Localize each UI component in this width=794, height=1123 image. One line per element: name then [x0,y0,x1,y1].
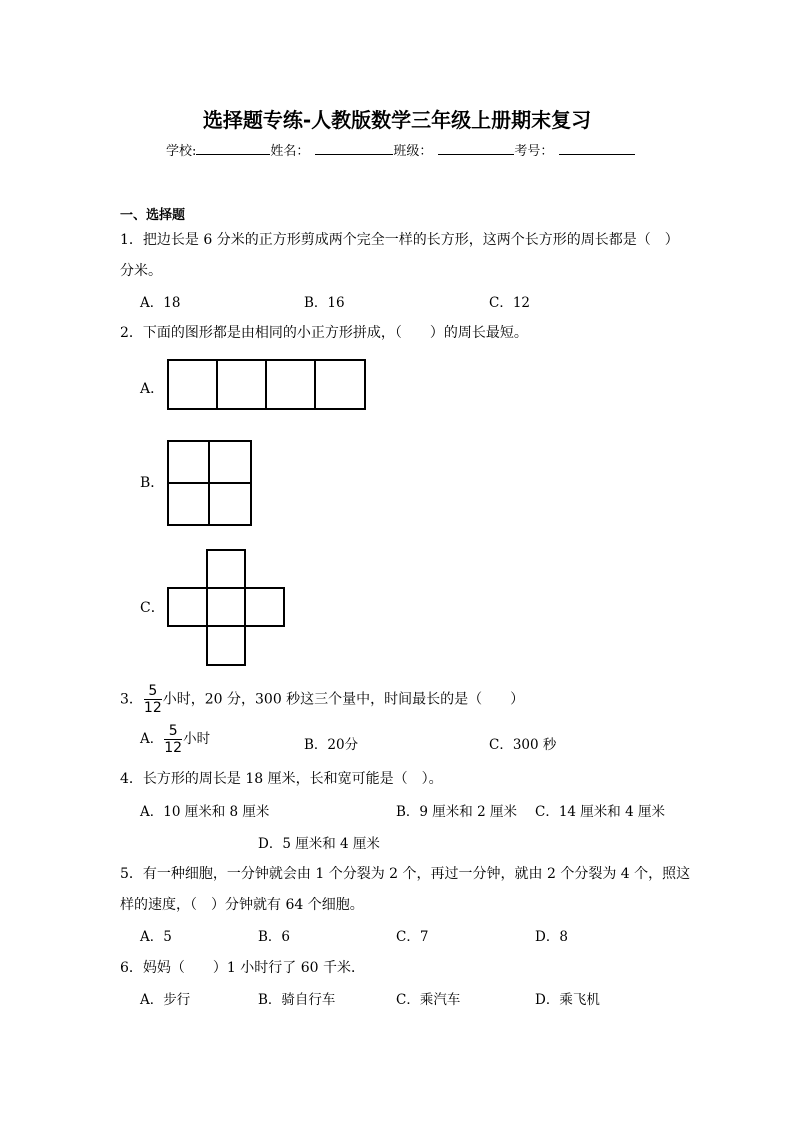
school-label: 学校: [166,144,197,159]
name-blank[interactable] [315,141,393,155]
fraction-numerator: 5 [144,683,162,700]
q2-option-a-label[interactable]: A． [140,381,165,397]
figure-a-square [216,359,267,410]
figure-c-square [167,587,208,627]
student-info-line [166,140,635,159]
fraction-five-twelfths [164,723,182,756]
q6-option-d[interactable]: D．乘飞机 [535,992,600,1008]
question-2: 2．下面的图形都是由相同的小正方形拼成，（ ）的周长最短。 [120,325,528,341]
question-6: 6．妈妈（ ）1 小时行了 60 千米． [120,960,365,976]
q5-option-d[interactable]: D．8 [535,929,568,945]
section-heading: 一、选择题 [120,208,186,223]
figure-c-square [244,587,285,627]
fraction-denominator: 12 [143,700,162,716]
question-4: 4．长方形的周长是 18 厘米，长和宽可能是（ ）。 [120,771,443,787]
page-title: 选择题专练-人教版数学三年级上册期末复习 [202,108,592,132]
name-label: 姓名： [270,144,310,159]
fraction-denominator: 12 [164,740,183,756]
question-3-text: 小时，20 分，300 秒这三个量中，时间最长的是（ ） [162,691,525,708]
q6-option-a[interactable]: A．步行 [140,992,191,1008]
q4-option-c[interactable]: C．14 厘米和 4 厘米 [535,804,665,820]
q6-option-b[interactable]: B．骑自行车 [258,992,336,1008]
figure-a-square [314,359,366,410]
exam-no-label: 考号： [514,144,554,159]
q3-option-c[interactable]: C．300 秒 [489,737,557,753]
question-1-line2: 分米。 [120,263,162,279]
fraction-numerator: 5 [164,723,182,740]
q3-option-a-prefix: A． [140,731,164,747]
question-1-line1: 1．把边长是 6 分米的正方形剪成两个完全一样的长方形，这两个长方形的周长都是（ ） [120,232,679,248]
figure-c-square [206,549,246,589]
school-blank[interactable] [196,141,270,155]
q1-option-b[interactable]: B．16 [304,295,345,311]
q5-option-c[interactable]: C．7 [396,929,429,945]
class-blank[interactable] [438,141,514,155]
question-3-number: 3． [120,691,143,708]
q5-option-a[interactable]: A．5 [140,929,172,945]
q1-option-a[interactable]: A．18 [140,295,181,311]
figure-c-square [206,587,246,627]
figure-c-square [206,625,246,666]
question-3 [120,683,524,716]
class-label: 班级： [393,144,433,159]
q5-option-b[interactable]: B．6 [258,929,291,945]
figure-a-square [167,359,218,410]
q4-option-d[interactable]: D．5 厘米和 4 厘米 [258,836,380,852]
q6-option-c[interactable]: C．乘汽车 [396,992,461,1008]
figure-b-square [208,440,252,484]
q3-option-a[interactable] [140,723,210,756]
q3-option-a-unit: 小时 [183,731,211,747]
q1-option-c[interactable]: C．12 [489,295,531,311]
q2-option-b-label[interactable]: B． [140,475,165,491]
question-5-line2: 样的速度，（ ）分钟就有 64 个细胞。 [120,897,364,913]
q4-option-b[interactable]: B．9 厘米和 2 厘米 [396,804,517,820]
figure-a-square [265,359,316,410]
q4-option-a[interactable]: A．10 厘米和 8 厘米 [140,804,270,820]
exam-no-blank[interactable] [559,141,635,155]
q3-option-b[interactable]: B．20分 [304,737,359,753]
q2-option-c-label[interactable]: C． [140,600,165,616]
figure-b-square [208,482,252,526]
question-5-line1: 5．有一种细胞，一分钟就会由 1 个分裂为 2 个，再过一分钟，就由 2 个分裂为 4 个，照这 [120,866,691,882]
figure-b-square [167,482,210,526]
figure-b-square [167,440,210,484]
fraction-five-twelfths [144,683,162,716]
